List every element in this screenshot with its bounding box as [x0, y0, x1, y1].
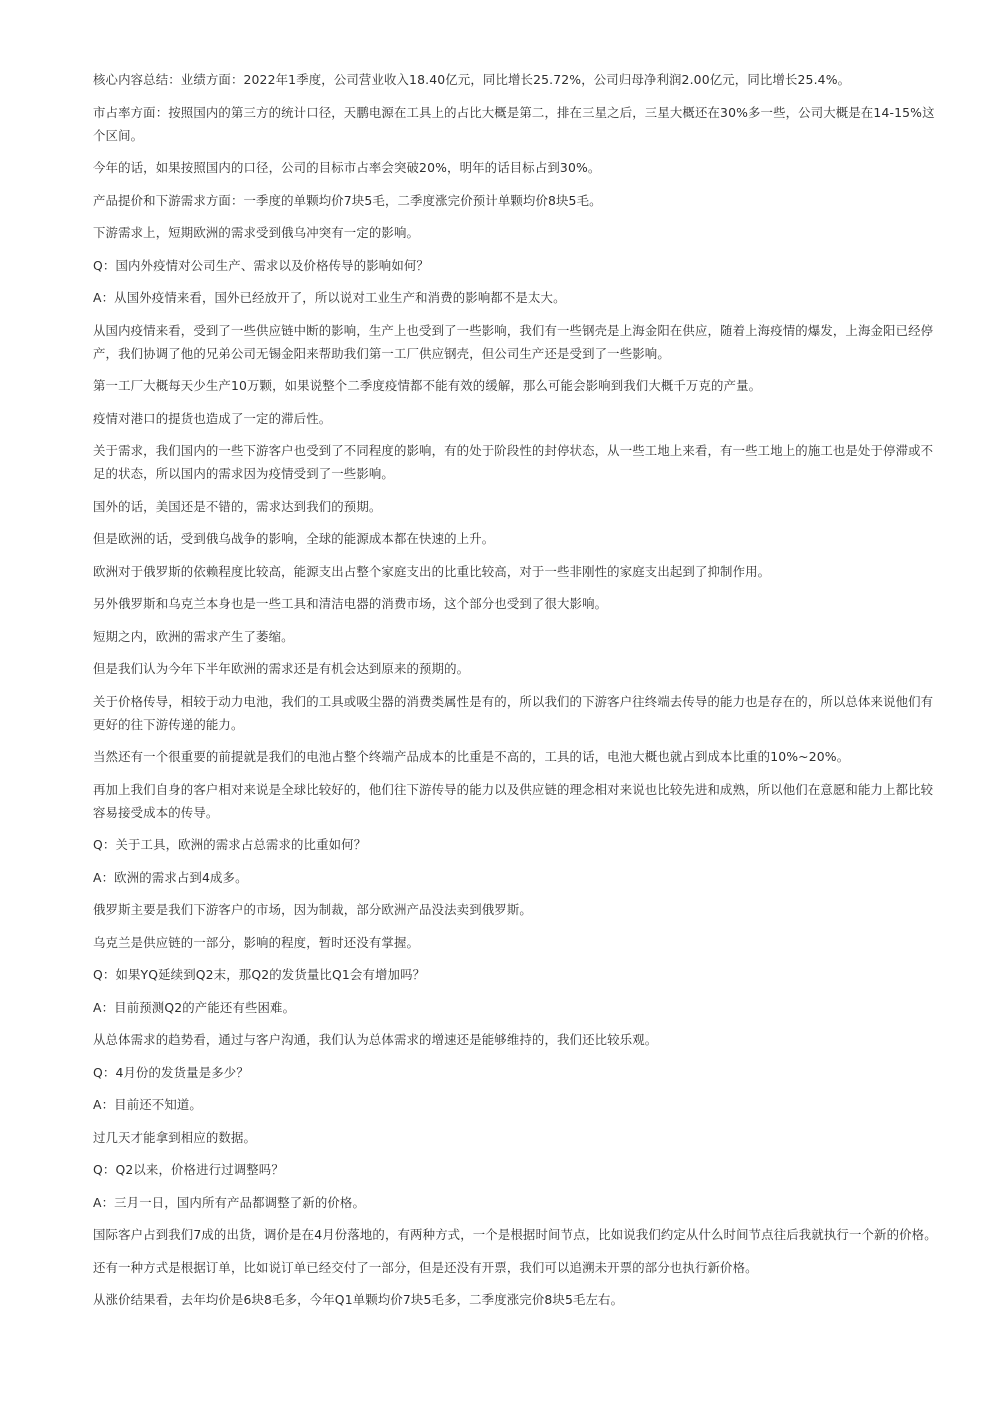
paragraph-europe-outlook: 但是我们认为今年下半年欧洲的需求还是有机会达到原来的预期的。 [93, 661, 470, 676]
paragraph-domestic-demand: 关于需求，我们国内的一些下游客户也受到了不同程度的影响，有的处于阶段性的封停状态，从一些工地上来看，有一些工地上的施工也是处于停滞或不足的状态，所以国内的需求因为疫情受到了一些影响。 [93, 443, 934, 481]
paragraph-price-result: 从涨价结果看，去年均价是6块8毛多，今年Q1单颗均价7块5毛多，二季度涨完价8块5毛左右。 [93, 1292, 624, 1307]
paragraph-summary-performance: 核心内容总结：业绩方面：2022年1季度，公司营业收入18.40亿元，同比增长25.72%，公司归母净利润2.00亿元，同比增长25.4%。 [93, 72, 851, 87]
answer-europe-share: A：欧洲的需求占到4成多。 [93, 869, 248, 885]
paragraph-battery-cost-share: 当然还有一个很重要的前提就是我们的电池占整个终端产品成本的比重是不高的，工具的话，电池大概也就占到成本比重的10%~20%。 [93, 749, 850, 764]
paragraph-international-pricing: 国际客户占到我们7成的出货，调价是在4月份落地的，有两种方式，一个是根据时间节点，比如说我们约定从什么时间节点往后我就执行一个新的价格。 [93, 1227, 937, 1242]
paragraph-europe-dependence: 欧洲对于俄罗斯的依赖程度比较高，能源支出占整个家庭支出的比重比较高，对于一些非刚性的家庭支出起到了抑制作用。 [93, 563, 771, 579]
paragraph-russia-sanctions: 俄罗斯主要是我们下游客户的市场，因为制裁，部分欧洲产品没法卖到俄罗斯。 [93, 902, 532, 917]
paragraph-customer-quality: 再加上我们自身的客户相对来说是全球比较好的，他们往下游传导的能力以及供应链的理念相对来说也比较先进和成熟，所以他们在意愿和能力上都比较容易接受成本的传导。 [93, 781, 934, 820]
paragraph-downstream-demand: 下游需求上，短期欧洲的需求受到俄乌冲突有一定的影响。 [93, 225, 420, 240]
question-april-shipment: Q：4月份的发货量是多少？ [93, 1064, 249, 1080]
answer-april-unknown: A：目前还不知道。 [93, 1097, 202, 1112]
paragraph-demand-trend: 从总体需求的趋势看，通过与客户沟通，我们认为总体需求的增速还是能够维持的，我们还比较乐观。 [93, 1032, 658, 1047]
question-europe-share: Q：关于工具，欧洲的需求占总需求的比重如何？ [93, 837, 367, 852]
paragraph-market-share-target: 今年的话，如果按照国内的口径，公司的目标市占率会突破20%，明年的话目标占到30%。 [93, 160, 601, 175]
paragraph-us-demand: 国外的话，美国还是不错的，需求达到我们的预期。 [93, 498, 382, 514]
paragraph-data-pending: 过几天才能拿到相应的数据。 [93, 1129, 257, 1145]
paragraph-europe-energy: 但是欧洲的话，受到俄乌战争的影响，全球的能源成本都在快速的上升。 [93, 531, 495, 546]
answer-march-price: A：三月一日，国内所有产品都调整了新的价格。 [93, 1194, 365, 1210]
question-q2-shipment: Q：如果YQ延续到Q2末，那Q2的发货量比Q1会有增加吗？ [93, 967, 426, 982]
paragraph-order-based-pricing: 还有一种方式是根据订单，比如说订单已经交付了一部分，但是还没有开票，我们可以追溯未开票的部分也执行新价格。 [93, 1259, 758, 1275]
question-price-adjustment: Q：Q2以来，价格进行过调整吗？ [93, 1162, 284, 1177]
paragraph-port-delay: 疫情对港口的提货也造成了一定的滞后性。 [93, 410, 332, 426]
paragraph-market-share: 市占率方面：按照国内的第三方的统计口径，天鹏电源在工具上的占比大概是第二，排在三星之后，三星大概还在30%多一些，公司大概是在14-15%这个区间。 [93, 104, 935, 143]
question-pandemic-impact: Q：国内外疫情对公司生产、需求以及价格传导的影响如何？ [93, 257, 429, 273]
paragraph-ukraine-supply: 乌克兰是供应链的一部分，影响的程度，暂时还没有掌握。 [93, 934, 420, 950]
paragraph-factory-output: 第一工厂大概每天少生产10万颗，如果说整个二季度疫情都不能有效的缓解，那么可能会影响到我们大概千万克的产量。 [93, 378, 762, 393]
paragraph-russia-ukraine-market: 另外俄罗斯和乌克兰本身也是一些工具和清洁电器的消费市场，这个部分也受到了很大影响。 [93, 596, 608, 611]
answer-pandemic-overseas: A：从国外疫情来看，国外已经放开了，所以说对工业生产和消费的影响都不是太大。 [93, 290, 566, 305]
paragraph-price-increase: 产品提价和下游需求方面：一季度的单颗均价7块5毛，二季度涨完价预计单颗均价8块5毛。 [93, 192, 602, 208]
paragraph-europe-shrink: 短期之内，欧洲的需求产生了萎缩。 [93, 628, 294, 644]
answer-q2-capacity: A：目前预测Q2的产能还有些困难。 [93, 999, 296, 1015]
paragraph-domestic-supply-chain: 从国内疫情来看，受到了一些供应链中断的影响，生产上也受到了一些影响，我们有一些钢壳是上海金阳在供应，随着上海疫情的爆发，上海金阳已经停产，我们协调了他的兄弟公司无锡金阳来帮助我们第一工厂供应钢壳，但公司生产还是受到了一些影响。 [93, 322, 934, 361]
paragraph-price-transmission: 关于价格传导，相较于动力电池，我们的工具或吸尘器的消费类属性是有的，所以我们的下游客户往终端去传导的能力也是存在的，所以总体来说他们有更好的往下游传递的能力。 [93, 693, 934, 732]
document-body [93, 68, 943, 1321]
